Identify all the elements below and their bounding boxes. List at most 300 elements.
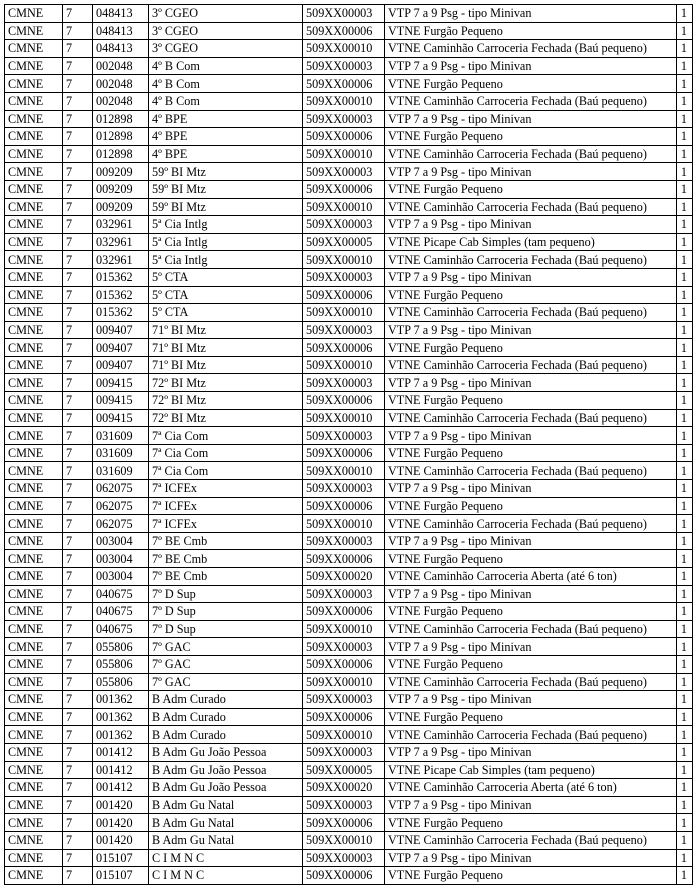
unit-cell: 7º BE Cmb <box>149 532 303 550</box>
quantity-cell: 1 <box>677 726 693 744</box>
ug-code-cell: 062075 <box>93 497 149 515</box>
region-cell: 7 <box>63 444 93 462</box>
command-cell: CMNE <box>5 585 63 603</box>
ug-code-cell: 012898 <box>93 110 149 128</box>
command-cell: CMNE <box>5 603 63 621</box>
description-cell: VTNE Caminhão Carroceria Fechada (Baú pequeno) <box>385 145 677 163</box>
table-row <box>5 655 693 673</box>
item-code-cell: 509XX00003 <box>303 796 385 814</box>
unit-cell: 7º D Sup <box>149 603 303 621</box>
command-cell: CMNE <box>5 286 63 304</box>
description-cell: VTNE Furgão Pequeno <box>385 497 677 515</box>
item-code-cell: 509XX00010 <box>303 515 385 533</box>
description-cell: VTNE Caminhão Carroceria Fechada (Baú pequeno) <box>385 515 677 533</box>
quantity-cell: 1 <box>677 356 693 374</box>
item-code-cell: 509XX00003 <box>303 163 385 181</box>
command-cell: CMNE <box>5 620 63 638</box>
ug-code-cell: 001362 <box>93 726 149 744</box>
ug-code-cell: 015107 <box>93 867 149 885</box>
table-row <box>5 163 693 181</box>
description-cell: VTNE Furgão Pequeno <box>385 814 677 832</box>
command-cell: CMNE <box>5 268 63 286</box>
unit-cell: 7º D Sup <box>149 620 303 638</box>
table-row <box>5 796 693 814</box>
region-cell: 7 <box>63 620 93 638</box>
description-cell: VTNE Caminhão Carroceria Fechada (Baú pequeno) <box>385 40 677 58</box>
ug-code-cell: 009415 <box>93 409 149 427</box>
region-cell: 7 <box>63 40 93 58</box>
quantity-cell: 1 <box>677 480 693 498</box>
table-row <box>5 180 693 198</box>
quantity-cell: 1 <box>677 550 693 568</box>
region-cell: 7 <box>63 92 93 110</box>
command-cell: CMNE <box>5 374 63 392</box>
command-cell: CMNE <box>5 831 63 849</box>
quantity-cell: 1 <box>677 5 693 23</box>
ug-code-cell: 001420 <box>93 831 149 849</box>
ug-code-cell: 012898 <box>93 128 149 146</box>
region-cell: 7 <box>63 761 93 779</box>
item-code-cell: 509XX00006 <box>303 497 385 515</box>
item-code-cell: 509XX00005 <box>303 761 385 779</box>
region-cell: 7 <box>63 691 93 709</box>
description-cell: VTNE Furgão Pequeno <box>385 286 677 304</box>
ug-code-cell: 032961 <box>93 216 149 234</box>
table-row <box>5 726 693 744</box>
ug-code-cell: 062075 <box>93 515 149 533</box>
table-row <box>5 321 693 339</box>
table-row <box>5 743 693 761</box>
region-cell: 7 <box>63 198 93 216</box>
description-cell: VTNE Caminhão Carroceria Fechada (Baú pequeno) <box>385 198 677 216</box>
region-cell: 7 <box>63 603 93 621</box>
ug-code-cell: 009415 <box>93 392 149 410</box>
quantity-cell: 1 <box>677 814 693 832</box>
region-cell: 7 <box>63 251 93 269</box>
quantity-cell: 1 <box>677 251 693 269</box>
ug-code-cell: 015362 <box>93 268 149 286</box>
quantity-cell: 1 <box>677 321 693 339</box>
item-code-cell: 509XX00010 <box>303 40 385 58</box>
description-cell: VTNE Furgão Pequeno <box>385 339 677 357</box>
region-cell: 7 <box>63 515 93 533</box>
ug-code-cell: 009209 <box>93 180 149 198</box>
quantity-cell: 1 <box>677 286 693 304</box>
description-cell: VTP 7 a 9 Psg - tipo Minivan <box>385 532 677 550</box>
quantity-cell: 1 <box>677 233 693 251</box>
quantity-cell: 1 <box>677 427 693 445</box>
item-code-cell: 509XX00010 <box>303 198 385 216</box>
item-code-cell: 509XX00010 <box>303 251 385 269</box>
unit-cell: 7º D Sup <box>149 585 303 603</box>
item-code-cell: 509XX00003 <box>303 216 385 234</box>
table-row <box>5 356 693 374</box>
command-cell: CMNE <box>5 655 63 673</box>
item-code-cell: 509XX00010 <box>303 620 385 638</box>
unit-cell: 4º BPE <box>149 110 303 128</box>
region-cell: 7 <box>63 374 93 392</box>
region-cell: 7 <box>63 5 93 23</box>
description-cell: VTNE Furgão Pequeno <box>385 867 677 885</box>
quantity-cell: 1 <box>677 673 693 691</box>
quantity-cell: 1 <box>677 515 693 533</box>
item-code-cell: 509XX00003 <box>303 743 385 761</box>
unit-cell: B Adm Gu João Pessoa <box>149 761 303 779</box>
quantity-cell: 1 <box>677 779 693 797</box>
table-row <box>5 374 693 392</box>
item-code-cell: 509XX00003 <box>303 110 385 128</box>
description-cell: VTNE Caminhão Carroceria Fechada (Baú pequeno) <box>385 831 677 849</box>
table-row <box>5 40 693 58</box>
item-code-cell: 509XX00006 <box>303 128 385 146</box>
region-cell: 7 <box>63 779 93 797</box>
item-code-cell: 509XX00003 <box>303 268 385 286</box>
quantity-cell: 1 <box>677 216 693 234</box>
item-code-cell: 509XX00006 <box>303 339 385 357</box>
command-cell: CMNE <box>5 532 63 550</box>
command-cell: CMNE <box>5 497 63 515</box>
quantity-cell: 1 <box>677 691 693 709</box>
description-cell: VTNE Caminhão Carroceria Fechada (Baú pequeno) <box>385 304 677 322</box>
ug-code-cell: 002048 <box>93 57 149 75</box>
unit-cell: 5ª Cia Intlg <box>149 216 303 234</box>
region-cell: 7 <box>63 655 93 673</box>
description-cell: VTNE Picape Cab Simples (tam pequeno) <box>385 761 677 779</box>
quantity-cell: 1 <box>677 655 693 673</box>
description-cell: VTNE Caminhão Carroceria Fechada (Baú pequeno) <box>385 462 677 480</box>
quantity-cell: 1 <box>677 92 693 110</box>
region-cell: 7 <box>63 638 93 656</box>
description-cell: VTNE Caminhão Carroceria Fechada (Baú pequeno) <box>385 673 677 691</box>
command-cell: CMNE <box>5 356 63 374</box>
table-row <box>5 603 693 621</box>
quantity-cell: 1 <box>677 462 693 480</box>
item-code-cell: 509XX00010 <box>303 145 385 163</box>
table-row <box>5 233 693 251</box>
item-code-cell: 509XX00006 <box>303 655 385 673</box>
description-cell: VTP 7 a 9 Psg - tipo Minivan <box>385 743 677 761</box>
quantity-cell: 1 <box>677 75 693 93</box>
command-cell: CMNE <box>5 743 63 761</box>
command-cell: CMNE <box>5 22 63 40</box>
quantity-cell: 1 <box>677 145 693 163</box>
command-cell: CMNE <box>5 708 63 726</box>
ug-code-cell: 031609 <box>93 427 149 445</box>
unit-cell: B Adm Gu João Pessoa <box>149 743 303 761</box>
quantity-cell: 1 <box>677 497 693 515</box>
quantity-cell: 1 <box>677 110 693 128</box>
unit-cell: 5º CTA <box>149 268 303 286</box>
description-cell: VTNE Furgão Pequeno <box>385 655 677 673</box>
command-cell: CMNE <box>5 568 63 586</box>
command-cell: CMNE <box>5 427 63 445</box>
table-row <box>5 550 693 568</box>
description-cell: VTP 7 a 9 Psg - tipo Minivan <box>385 268 677 286</box>
command-cell: CMNE <box>5 638 63 656</box>
ug-code-cell: 048413 <box>93 22 149 40</box>
ug-code-cell: 055806 <box>93 673 149 691</box>
item-code-cell: 509XX00003 <box>303 427 385 445</box>
command-cell: CMNE <box>5 321 63 339</box>
command-cell: CMNE <box>5 180 63 198</box>
command-cell: CMNE <box>5 867 63 885</box>
quantity-cell: 1 <box>677 708 693 726</box>
quantity-cell: 1 <box>677 40 693 58</box>
table-row <box>5 638 693 656</box>
ug-code-cell: 002048 <box>93 75 149 93</box>
command-cell: CMNE <box>5 392 63 410</box>
item-code-cell: 509XX00003 <box>303 57 385 75</box>
item-code-cell: 509XX00003 <box>303 5 385 23</box>
description-cell: VTNE Furgão Pequeno <box>385 180 677 198</box>
command-cell: CMNE <box>5 462 63 480</box>
description-cell: VTNE Caminhão Carroceria Fechada (Baú pequeno) <box>385 251 677 269</box>
command-cell: CMNE <box>5 673 63 691</box>
command-cell: CMNE <box>5 515 63 533</box>
ug-code-cell: 009407 <box>93 356 149 374</box>
ug-code-cell: 062075 <box>93 480 149 498</box>
description-cell: VTP 7 a 9 Psg - tipo Minivan <box>385 5 677 23</box>
description-cell: VTP 7 a 9 Psg - tipo Minivan <box>385 163 677 181</box>
region-cell: 7 <box>63 268 93 286</box>
ug-code-cell: 032961 <box>93 233 149 251</box>
description-cell: VTNE Furgão Pequeno <box>385 444 677 462</box>
quantity-cell: 1 <box>677 532 693 550</box>
table-row <box>5 392 693 410</box>
ug-code-cell: 040675 <box>93 585 149 603</box>
unit-cell: B Adm Gu João Pessoa <box>149 779 303 797</box>
item-code-cell: 509XX00006 <box>303 180 385 198</box>
ug-code-cell: 055806 <box>93 655 149 673</box>
ug-code-cell: 031609 <box>93 444 149 462</box>
description-cell: VTNE Caminhão Carroceria Fechada (Baú pequeno) <box>385 356 677 374</box>
quantity-cell: 1 <box>677 796 693 814</box>
vehicle-allocation-table <box>4 4 693 885</box>
region-cell: 7 <box>63 849 93 867</box>
command-cell: CMNE <box>5 216 63 234</box>
region-cell: 7 <box>63 128 93 146</box>
command-cell: CMNE <box>5 198 63 216</box>
table-row <box>5 532 693 550</box>
unit-cell: 59º BI Mtz <box>149 198 303 216</box>
table-row <box>5 497 693 515</box>
item-code-cell: 509XX00010 <box>303 409 385 427</box>
unit-cell: 4º B Com <box>149 92 303 110</box>
unit-cell: B Adm Gu Natal <box>149 796 303 814</box>
table-row <box>5 198 693 216</box>
quantity-cell: 1 <box>677 268 693 286</box>
region-cell: 7 <box>63 304 93 322</box>
quantity-cell: 1 <box>677 568 693 586</box>
table-row <box>5 691 693 709</box>
region-cell: 7 <box>63 110 93 128</box>
ug-code-cell: 012898 <box>93 145 149 163</box>
ug-code-cell: 031609 <box>93 462 149 480</box>
ug-code-cell: 001420 <box>93 814 149 832</box>
unit-cell: 71º BI Mtz <box>149 356 303 374</box>
description-cell: VTP 7 a 9 Psg - tipo Minivan <box>385 849 677 867</box>
region-cell: 7 <box>63 216 93 234</box>
table-row <box>5 779 693 797</box>
quantity-cell: 1 <box>677 374 693 392</box>
item-code-cell: 509XX00003 <box>303 374 385 392</box>
command-cell: CMNE <box>5 849 63 867</box>
region-cell: 7 <box>63 532 93 550</box>
region-cell: 7 <box>63 409 93 427</box>
table-row <box>5 128 693 146</box>
unit-cell: 72º BI Mtz <box>149 374 303 392</box>
description-cell: VTNE Picape Cab Simples (tam pequeno) <box>385 233 677 251</box>
quantity-cell: 1 <box>677 585 693 603</box>
command-cell: CMNE <box>5 57 63 75</box>
region-cell: 7 <box>63 427 93 445</box>
ug-code-cell: 001420 <box>93 796 149 814</box>
command-cell: CMNE <box>5 128 63 146</box>
command-cell: CMNE <box>5 5 63 23</box>
item-code-cell: 509XX00010 <box>303 304 385 322</box>
ug-code-cell: 002048 <box>93 92 149 110</box>
unit-cell: 3º CGEO <box>149 5 303 23</box>
unit-cell: 4º BPE <box>149 145 303 163</box>
table-row <box>5 427 693 445</box>
region-cell: 7 <box>63 321 93 339</box>
region-cell: 7 <box>63 726 93 744</box>
item-code-cell: 509XX00010 <box>303 673 385 691</box>
description-cell: VTP 7 a 9 Psg - tipo Minivan <box>385 427 677 445</box>
ug-code-cell: 003004 <box>93 550 149 568</box>
item-code-cell: 509XX00005 <box>303 233 385 251</box>
table-row <box>5 339 693 357</box>
quantity-cell: 1 <box>677 180 693 198</box>
description-cell: VTNE Furgão Pequeno <box>385 603 677 621</box>
command-cell: CMNE <box>5 761 63 779</box>
unit-cell: B Adm Gu Natal <box>149 814 303 832</box>
unit-cell: 71º BI Mtz <box>149 321 303 339</box>
command-cell: CMNE <box>5 251 63 269</box>
table-row <box>5 585 693 603</box>
quantity-cell: 1 <box>677 198 693 216</box>
description-cell: VTNE Furgão Pequeno <box>385 392 677 410</box>
command-cell: CMNE <box>5 163 63 181</box>
table-row <box>5 568 693 586</box>
item-code-cell: 509XX00006 <box>303 392 385 410</box>
command-cell: CMNE <box>5 779 63 797</box>
table-row <box>5 708 693 726</box>
command-cell: CMNE <box>5 233 63 251</box>
table-row <box>5 5 693 23</box>
table-row <box>5 673 693 691</box>
region-cell: 7 <box>63 286 93 304</box>
table-row <box>5 462 693 480</box>
region-cell: 7 <box>63 392 93 410</box>
item-code-cell: 509XX00020 <box>303 779 385 797</box>
item-code-cell: 509XX00003 <box>303 585 385 603</box>
description-cell: VTNE Caminhão Carroceria Aberta (até 6 ton) <box>385 568 677 586</box>
command-cell: CMNE <box>5 304 63 322</box>
table-row <box>5 480 693 498</box>
region-cell: 7 <box>63 57 93 75</box>
description-cell: VTNE Furgão Pequeno <box>385 128 677 146</box>
quantity-cell: 1 <box>677 22 693 40</box>
item-code-cell: 509XX00003 <box>303 691 385 709</box>
table-body <box>5 5 693 885</box>
item-code-cell: 509XX00006 <box>303 708 385 726</box>
item-code-cell: 509XX00006 <box>303 603 385 621</box>
region-cell: 7 <box>63 145 93 163</box>
unit-cell: 72º BI Mtz <box>149 392 303 410</box>
ug-code-cell: 009407 <box>93 339 149 357</box>
description-cell: VTP 7 a 9 Psg - tipo Minivan <box>385 480 677 498</box>
ug-code-cell: 040675 <box>93 620 149 638</box>
table-row <box>5 849 693 867</box>
description-cell: VTNE Furgão Pequeno <box>385 550 677 568</box>
item-code-cell: 509XX00006 <box>303 867 385 885</box>
unit-cell: 5º CTA <box>149 286 303 304</box>
item-code-cell: 509XX00003 <box>303 321 385 339</box>
ug-code-cell: 003004 <box>93 532 149 550</box>
table-row <box>5 22 693 40</box>
unit-cell: C I M N C <box>149 849 303 867</box>
command-cell: CMNE <box>5 40 63 58</box>
unit-cell: 71º BI Mtz <box>149 339 303 357</box>
description-cell: VTP 7 a 9 Psg - tipo Minivan <box>385 374 677 392</box>
item-code-cell: 509XX00010 <box>303 92 385 110</box>
unit-cell: 59º BI Mtz <box>149 180 303 198</box>
unit-cell: 5º CTA <box>149 304 303 322</box>
unit-cell: 5ª Cia Intlg <box>149 233 303 251</box>
region-cell: 7 <box>63 163 93 181</box>
command-cell: CMNE <box>5 75 63 93</box>
description-cell: VTNE Caminhão Carroceria Fechada (Baú pequeno) <box>385 409 677 427</box>
item-code-cell: 509XX00006 <box>303 444 385 462</box>
unit-cell: 7º GAC <box>149 673 303 691</box>
unit-cell: 4º B Com <box>149 57 303 75</box>
item-code-cell: 509XX00003 <box>303 532 385 550</box>
ug-code-cell: 001412 <box>93 779 149 797</box>
description-cell: VTNE Caminhão Carroceria Fechada (Baú pequeno) <box>385 92 677 110</box>
ug-code-cell: 009407 <box>93 321 149 339</box>
item-code-cell: 509XX00003 <box>303 480 385 498</box>
quantity-cell: 1 <box>677 867 693 885</box>
description-cell: VTP 7 a 9 Psg - tipo Minivan <box>385 321 677 339</box>
description-cell: VTNE Furgão Pequeno <box>385 22 677 40</box>
region-cell: 7 <box>63 743 93 761</box>
command-cell: CMNE <box>5 550 63 568</box>
item-code-cell: 509XX00010 <box>303 726 385 744</box>
quantity-cell: 1 <box>677 620 693 638</box>
region-cell: 7 <box>63 339 93 357</box>
unit-cell: C I M N C <box>149 867 303 885</box>
table-row <box>5 251 693 269</box>
ug-code-cell: 048413 <box>93 40 149 58</box>
description-cell: VTP 7 a 9 Psg - tipo Minivan <box>385 585 677 603</box>
ug-code-cell: 009209 <box>93 198 149 216</box>
unit-cell: 59º BI Mtz <box>149 163 303 181</box>
ug-code-cell: 009415 <box>93 374 149 392</box>
region-cell: 7 <box>63 462 93 480</box>
unit-cell: 7º GAC <box>149 638 303 656</box>
ug-code-cell: 055806 <box>93 638 149 656</box>
unit-cell: B Adm Curado <box>149 691 303 709</box>
item-code-cell: 509XX00003 <box>303 638 385 656</box>
ug-code-cell: 032961 <box>93 251 149 269</box>
table-row <box>5 110 693 128</box>
table-row <box>5 761 693 779</box>
table-row <box>5 145 693 163</box>
quantity-cell: 1 <box>677 163 693 181</box>
quantity-cell: 1 <box>677 761 693 779</box>
quantity-cell: 1 <box>677 743 693 761</box>
